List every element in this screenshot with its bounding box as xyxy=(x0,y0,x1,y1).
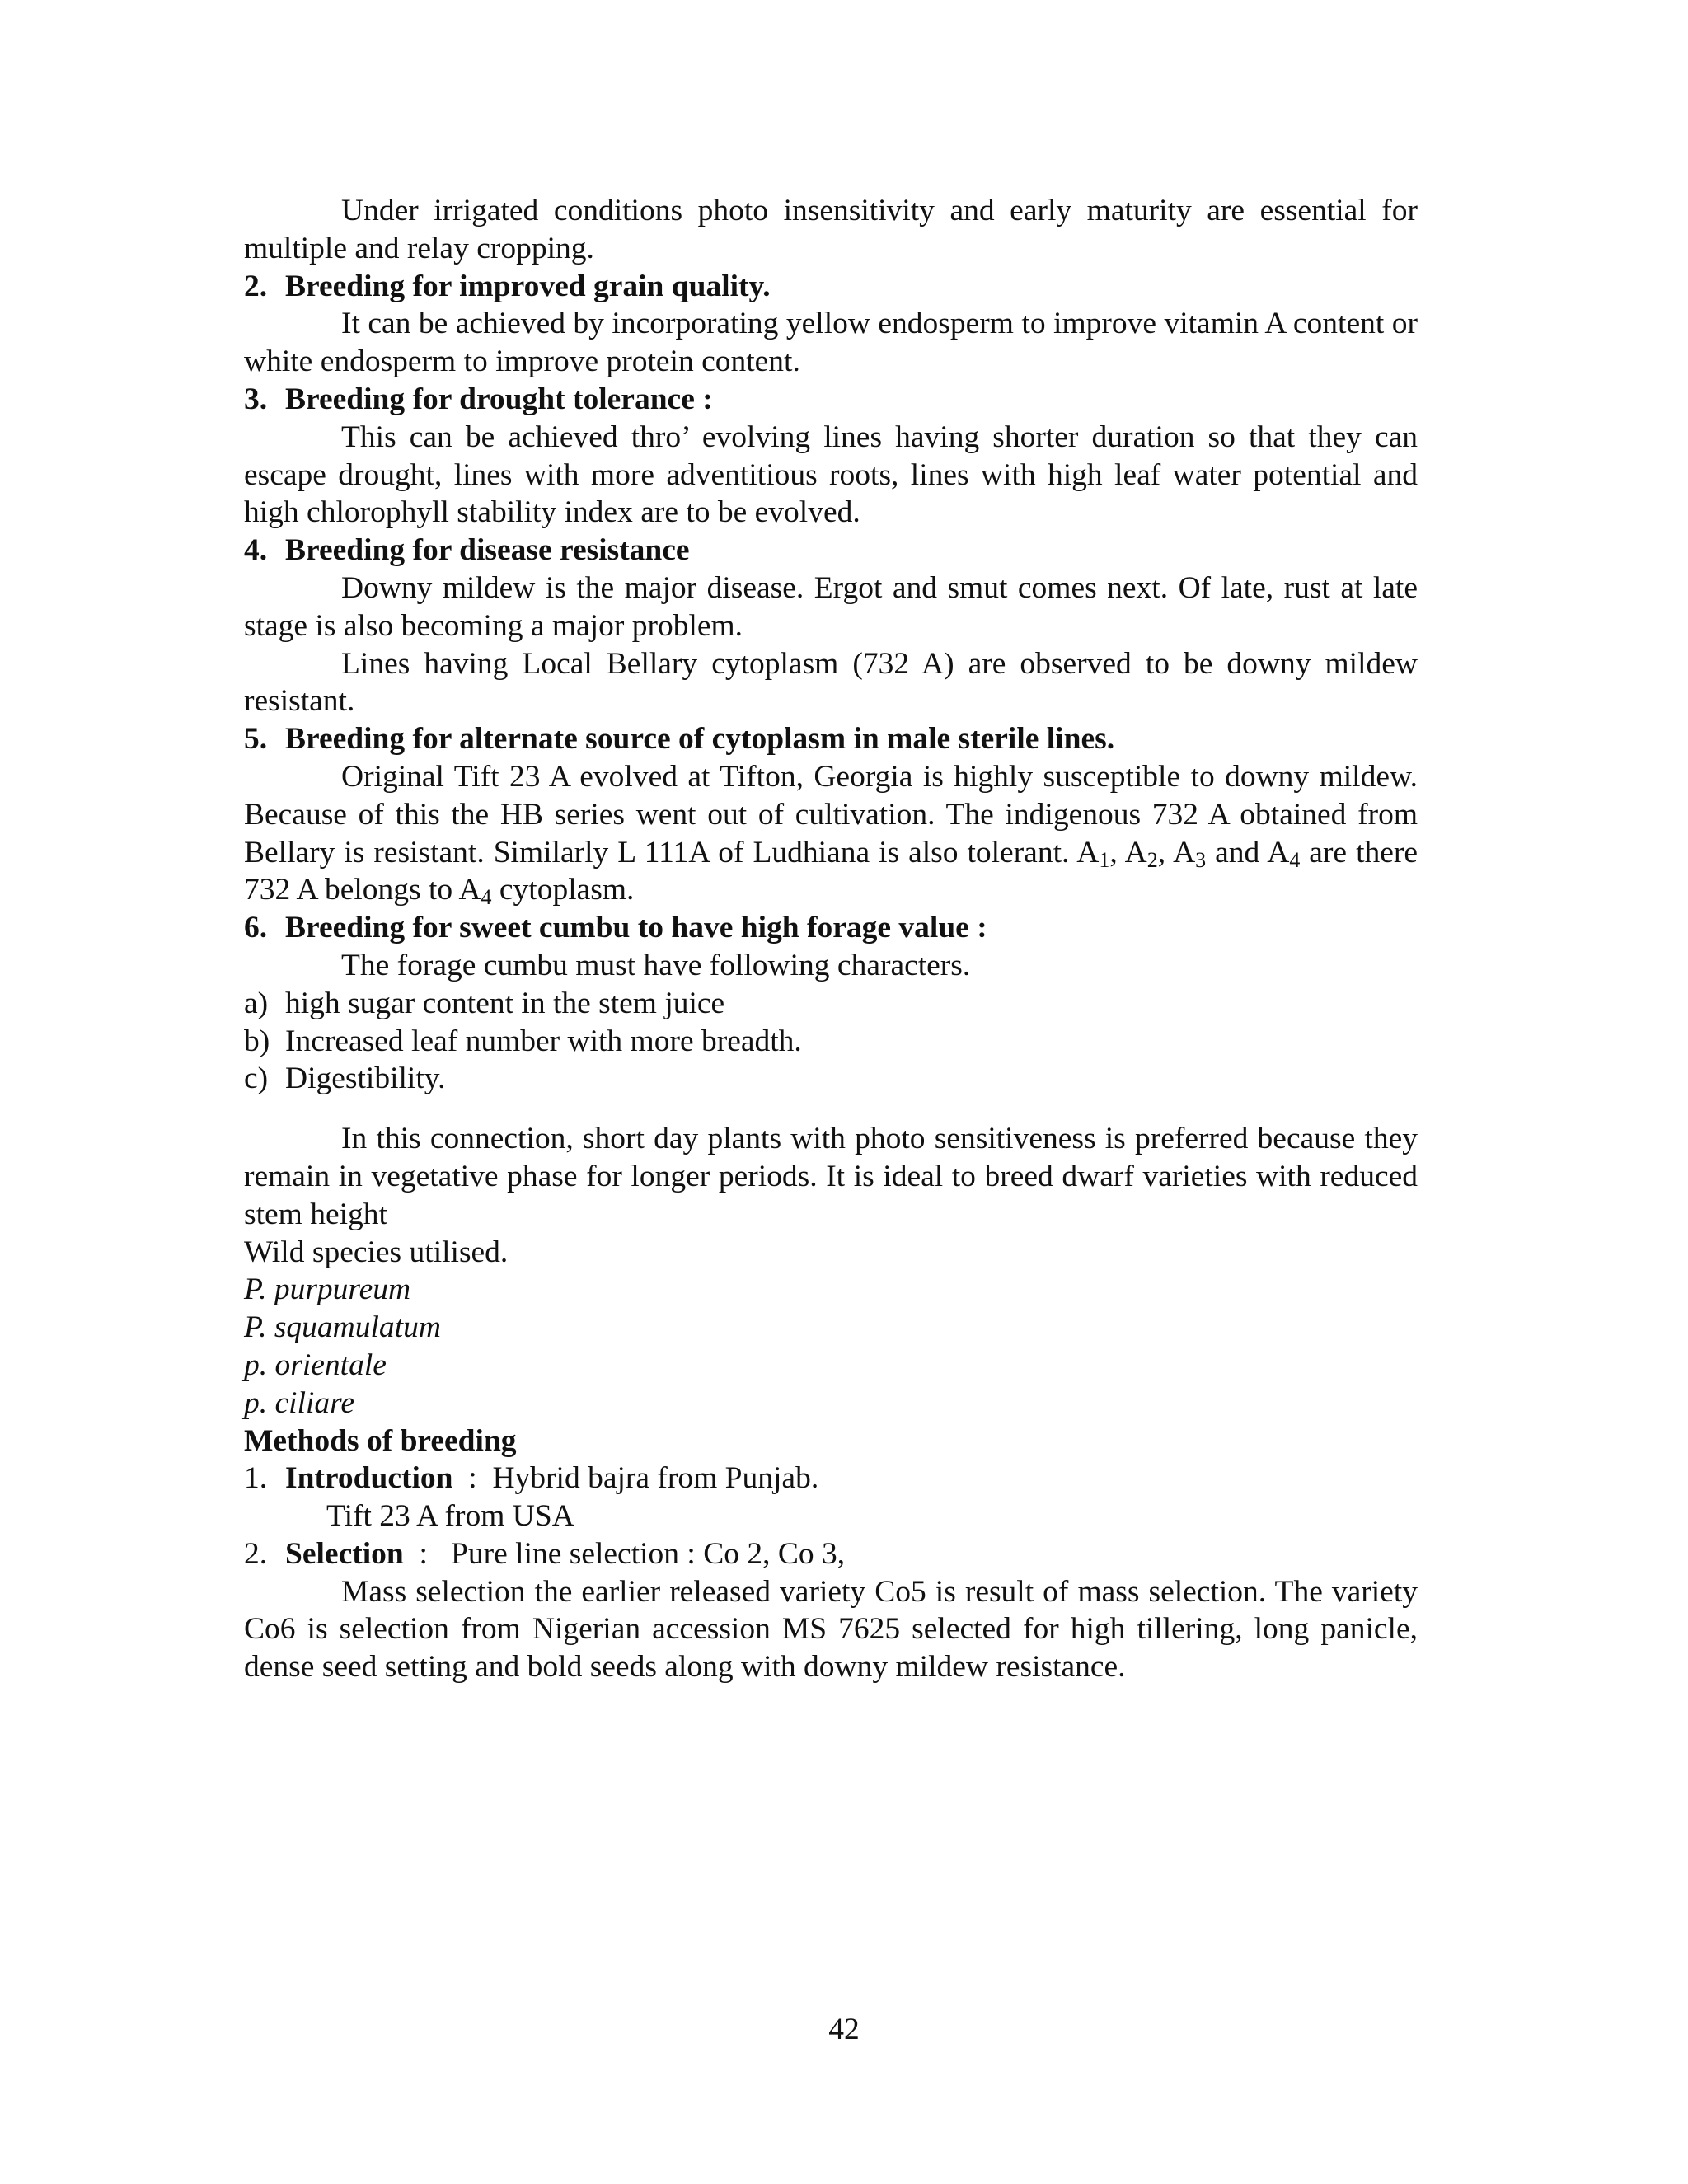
section-3-number: 3. xyxy=(244,382,268,416)
section-6-paragraph: In this connection, short day plants with photo sensitiveness is preferred because they remain in vegetative phase for longer periods. It is ideal to breed dwarf varieties with reduced stem height xyxy=(244,1122,1418,1231)
section-4-paragraph-2: Lines having Local Bellary cytoplasm (732 A) are observed to be downy mildew resistant. xyxy=(244,646,1418,719)
list-item-label: b) xyxy=(244,1024,270,1058)
section-5-text: , A xyxy=(1157,835,1196,869)
section-4-heading xyxy=(244,532,1418,569)
page-number: 42 xyxy=(828,2013,860,2046)
section-2-body: It can be achieved by incorporating yellow endosperm to improve vitamin A content or white endosperm to improve protein content. xyxy=(244,307,1418,379)
list-item-text: high sugar content in the stem juice xyxy=(285,986,725,1020)
section-3-title: Breeding for drought tolerance : xyxy=(285,382,713,416)
list-item xyxy=(244,985,1418,1023)
species-name: P. squamulatum xyxy=(244,1310,441,1345)
subscript: 4 xyxy=(481,885,492,910)
subscript: 2 xyxy=(1146,847,1158,872)
section-5-heading xyxy=(244,720,1418,758)
section-4-number: 4. xyxy=(244,533,268,568)
subscript: 3 xyxy=(1195,847,1207,872)
method-introduction xyxy=(244,1460,1418,1497)
page-content xyxy=(244,192,1418,1686)
list-item xyxy=(244,1060,1418,1098)
method-1-label: Introduction xyxy=(285,1461,453,1496)
method-selection xyxy=(244,1535,1418,1573)
section-6-heading xyxy=(244,909,1418,947)
section-5-number: 5. xyxy=(244,722,268,757)
method-2-paragraph: Mass selection the earlier released variety Co5 is result of mass selection. The variety Co6 is selection from Nigerian accession MS 7625 selected for high tillering, long panicle, dense seed setting and bold seeds along with downy mildew resistance. xyxy=(244,1574,1418,1685)
section-6-lead: The forage cumbu must have following characters. xyxy=(341,948,971,982)
section-2-heading xyxy=(244,268,1418,306)
method-2-number: 2. xyxy=(244,1536,268,1571)
list-item-label: a) xyxy=(244,986,269,1020)
section-4-title: Breeding for disease resistance xyxy=(285,533,690,568)
method-2-label: Selection xyxy=(285,1536,404,1571)
section-5-body xyxy=(244,758,1418,909)
section-5-text: are there 732 A belongs to A xyxy=(244,835,1418,907)
section-2-number: 2. xyxy=(244,269,268,303)
subscript: 4 xyxy=(1289,847,1301,872)
section-6-number: 6. xyxy=(244,911,268,945)
section-6-title: Breeding for sweet cumbu to have high forage value : xyxy=(285,911,987,945)
species-name: p. orientale xyxy=(244,1347,387,1382)
section-4-paragraph-1: Downy mildew is the major disease. Ergot and smut comes next. Of late, rust at late stage is also becoming a major problem. xyxy=(244,570,1418,643)
section-5-text: , A xyxy=(1109,835,1147,869)
subscript: 1 xyxy=(1099,847,1110,872)
section-2-title: Breeding for improved grain quality. xyxy=(285,269,771,303)
wild-species-label: Wild species utilised. xyxy=(244,1235,509,1269)
section-3-body: This can be achieved thro’ evolving lines having shorter duration so that they can escape drought, lines with more adventitious roots, lines with high leaf water potential and high chlorophyll stability index are to be evolved. xyxy=(244,419,1418,530)
method-1-text: Hybrid bajra from Punjab. xyxy=(492,1461,819,1496)
section-5-text: and A xyxy=(1206,835,1290,869)
section-5-text: cytoplasm. xyxy=(491,873,635,907)
method-1-number: 1. xyxy=(244,1461,268,1496)
section-5-text: Original Tift 23 A evolved at Tifton, Georgia is highly susceptible to downy mildew. Because of this the HB series went out of cultivation. The indigenous 732 A obtained from Bellary is resistant. Similarly L 111A of Ludhiana is also tolerant. A xyxy=(244,759,1418,869)
method-1-continuation: Tift 23 A from USA xyxy=(326,1499,574,1534)
list-item-text: Increased leaf number with more breadth. xyxy=(285,1024,802,1058)
method-2-separator: : xyxy=(403,1536,452,1571)
method-1-separator: : xyxy=(452,1461,493,1496)
section-3-heading xyxy=(244,381,1418,419)
list-item-text: Digestibility. xyxy=(285,1062,446,1096)
species-name: P. purpureum xyxy=(244,1272,411,1307)
species-name: p. ciliare xyxy=(244,1385,354,1420)
method-2-text: Pure line selection : Co 2, Co 3, xyxy=(451,1536,846,1571)
list-item-label: c) xyxy=(244,1062,269,1096)
intro-paragraph: Under irrigated conditions photo insensitivity and early maturity are essential for multiple and relay cropping. xyxy=(244,194,1418,265)
list-item xyxy=(244,1023,1418,1061)
section-5-title: Breeding for alternate source of cytoplasm in male sterile lines. xyxy=(285,722,1115,757)
methods-heading: Methods of breeding xyxy=(244,1423,517,1458)
